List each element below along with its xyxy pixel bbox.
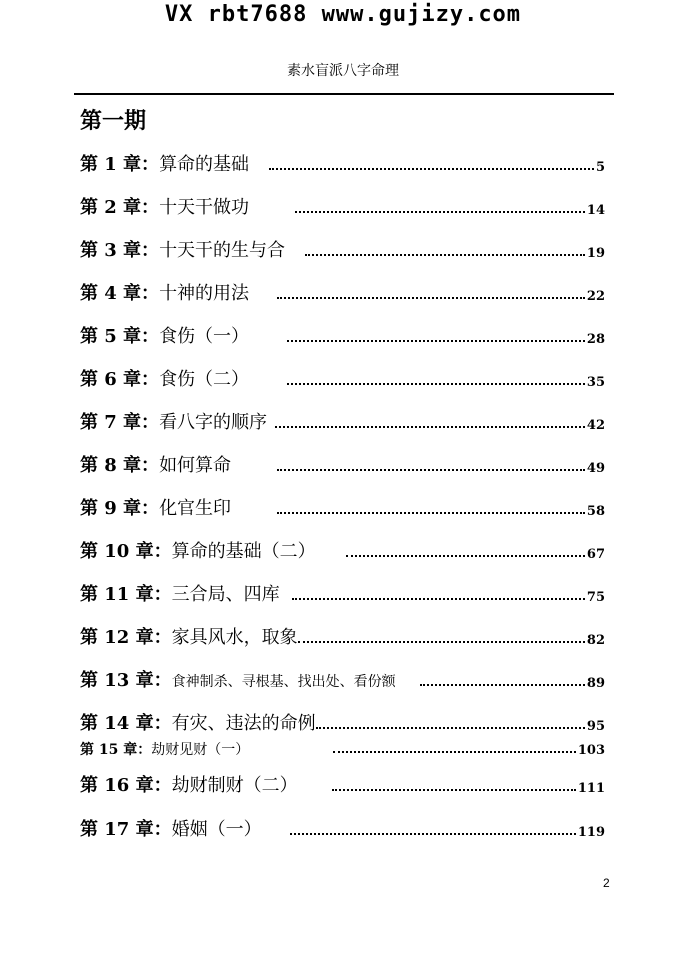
toc-page-number: 67 (586, 547, 605, 562)
toc-page-number: 42 (586, 418, 605, 433)
toc-chapter: 第 3 章： (80, 240, 160, 261)
toc-entry[interactable] (80, 662, 605, 692)
toc-entry[interactable] (80, 576, 605, 606)
toc-entry[interactable] (80, 447, 605, 477)
toc-title: 算命的基础 (159, 154, 250, 175)
toc-page-number: 35 (586, 375, 605, 390)
toc-chapter: 第 10 章： (80, 541, 172, 562)
toc-title: 食伤（一） (159, 326, 250, 347)
toc-chapter: 第 7 章： (80, 412, 160, 433)
toc-entry[interactable] (80, 533, 605, 563)
toc-dot-leader (295, 211, 585, 213)
toc-title: 有灾、违法的命例 (171, 713, 316, 734)
toc-dot-leader (269, 168, 594, 170)
toc-page-number: 103 (577, 743, 605, 758)
toc-title: 十天干的生与合 (159, 240, 286, 261)
toc-chapter: 第 5 章： (80, 326, 160, 347)
toc-title: 十天干做功 (159, 197, 250, 218)
running-header-title: 素水盲派八字命理 (287, 63, 399, 79)
toc-title: 如何算命 (159, 455, 232, 476)
toc-page-number: 14 (586, 203, 605, 218)
toc-dot-leader (292, 598, 585, 600)
toc-dot-leader (298, 641, 585, 643)
toc-entry[interactable] (80, 619, 605, 649)
toc-title: 化官生印 (159, 498, 232, 519)
toc-title: 食神制杀、寻根基、找出处、看份额 (171, 674, 396, 690)
toc-entry[interactable] (80, 275, 605, 305)
toc-chapter: 第 13 章： (80, 670, 172, 691)
toc-page-number: 22 (586, 289, 605, 304)
watermark: VX rbt7688 www.gujizy.com (164, 2, 522, 27)
toc-entry[interactable] (80, 705, 605, 735)
toc-chapter: 第 11 章： (80, 584, 172, 605)
toc-dot-leader (420, 684, 585, 686)
toc-title: 劫财制财（二） (171, 775, 298, 796)
toc-title: 看八字的顺序 (159, 412, 268, 433)
toc-dot-leader (333, 751, 576, 753)
toc-entry[interactable] (80, 811, 605, 841)
toc-dot-leader (287, 340, 585, 342)
toc-entry[interactable] (80, 146, 605, 176)
toc-page-number: 49 (586, 461, 605, 476)
toc-page-number: 19 (586, 246, 605, 261)
toc-title: 婚姻（一） (171, 819, 262, 840)
toc-dot-leader (332, 789, 576, 791)
toc-chapter: 第 16 章： (80, 775, 172, 796)
section-title: 第一期 (80, 108, 147, 134)
toc-entry[interactable] (80, 232, 605, 262)
toc-entry[interactable] (80, 404, 605, 434)
toc-chapter: 第 1 章： (80, 154, 160, 175)
toc-dot-leader (346, 555, 585, 557)
toc-entry[interactable] (80, 490, 605, 520)
toc-chapter: 第 4 章： (80, 283, 160, 304)
toc-dot-leader (277, 512, 585, 514)
toc-title: 劫财见财（一） (151, 742, 250, 758)
toc-chapter: 第 14 章： (80, 713, 172, 734)
toc-dot-leader (275, 426, 585, 428)
toc-chapter: 第 9 章： (80, 498, 160, 519)
toc-page-number: 28 (586, 332, 605, 347)
toc-page-number: 75 (586, 590, 605, 605)
toc-dot-leader (290, 833, 576, 835)
toc-dot-leader (305, 254, 585, 256)
toc-page-number: 82 (586, 633, 605, 648)
toc-dot-leader (277, 469, 585, 471)
toc-dot-leader (277, 297, 585, 299)
toc-chapter: 第 8 章： (80, 455, 160, 476)
toc-title: 十神的用法 (159, 283, 250, 304)
toc-page-number: 95 (586, 719, 605, 734)
toc-chapter: 第 15 章： (80, 742, 152, 758)
toc-chapter: 第 2 章： (80, 197, 160, 218)
toc-page-number: 5 (595, 160, 605, 175)
toc-title: 食伤（二） (159, 369, 250, 390)
toc-entry[interactable] (80, 735, 605, 759)
toc-dot-leader (316, 727, 585, 729)
toc-title: 算命的基础（二） (171, 541, 316, 562)
toc-chapter: 第 12 章： (80, 627, 172, 648)
toc-entry[interactable] (80, 767, 605, 797)
toc-chapter: 第 6 章： (80, 369, 160, 390)
toc-page-number: 111 (577, 781, 605, 796)
toc-dot-leader (287, 383, 585, 385)
toc-chapter: 第 17 章： (80, 819, 172, 840)
page-number: 2 (603, 876, 610, 890)
toc-entry[interactable] (80, 361, 605, 391)
toc-entry[interactable] (80, 189, 605, 219)
toc-page-number: 89 (586, 676, 605, 691)
toc-title: 三合局、四库 (171, 584, 280, 605)
toc-page-number: 58 (586, 504, 605, 519)
toc-page-number: 119 (577, 825, 605, 840)
toc-title: 家具风水，取象 (171, 627, 298, 648)
toc-entry[interactable] (80, 318, 605, 348)
